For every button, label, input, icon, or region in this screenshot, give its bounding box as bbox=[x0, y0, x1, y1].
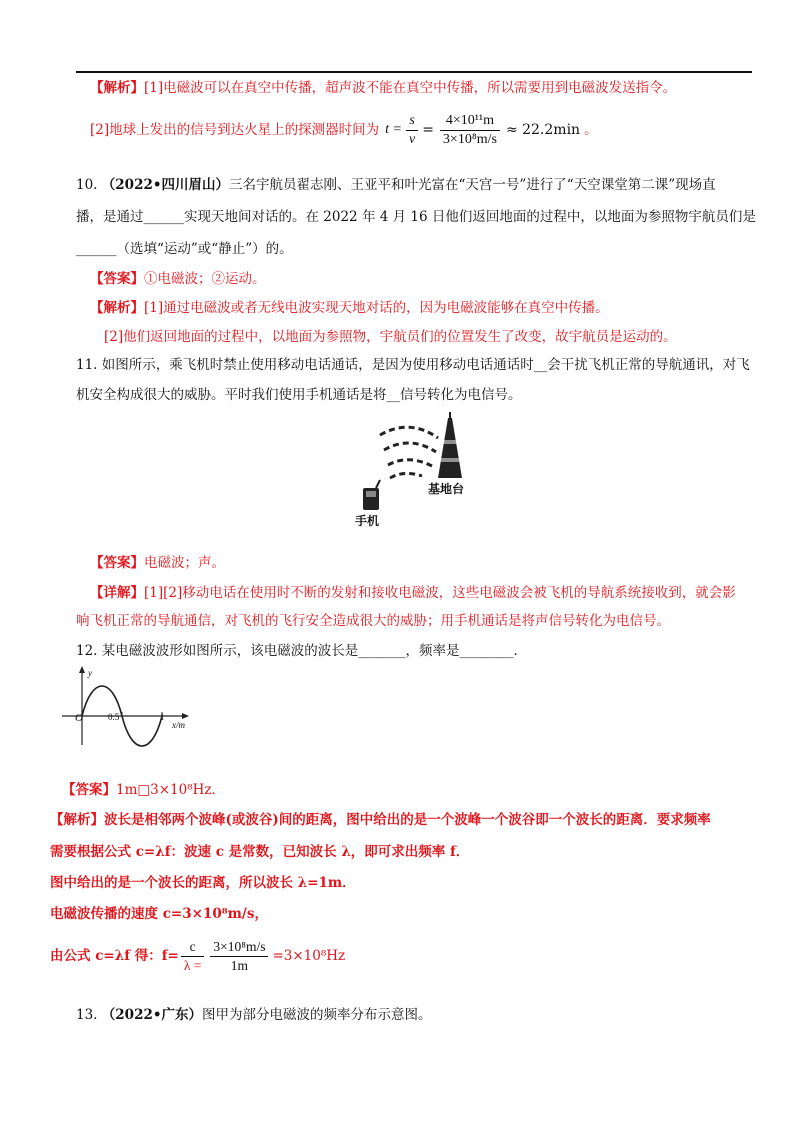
q13-text: 图甲为部分电磁波的频率分布示意图。 bbox=[201, 1007, 432, 1023]
q12-fraction-c-lambda bbox=[181, 938, 205, 975]
formula-s: s bbox=[406, 112, 418, 131]
q9-formula bbox=[385, 112, 580, 149]
q10-number: 10. bbox=[76, 177, 98, 193]
q10-analysis-2: [2]他们返回地面的过程中，以地面为参照物，宇航员们的位置发生了改变，故宇航员是运动的。 bbox=[104, 329, 677, 345]
q10-answer-text: ①电磁波；②运动。 bbox=[144, 271, 266, 287]
q13-source: （2022•广东） bbox=[101, 1007, 202, 1023]
q11-detail-2: 响飞机正常的导航通信，对飞机的飞行安全造成很大的威胁；用手机通话是将声信号转化为电信号。 bbox=[76, 613, 670, 629]
q10-line-3: ______（选填“运动”或“静止”）的。 bbox=[76, 241, 293, 257]
frac-lambda: λ = bbox=[183, 957, 202, 973]
base-station-icon bbox=[438, 412, 462, 478]
axis-label-y: y bbox=[88, 668, 92, 678]
q11-line-1: 11. 如图所示，乘飞机时禁止使用移动电话通话，是因为使用移动电话通话时__会干扰飞机正常的导航通讯，对飞 bbox=[76, 357, 750, 373]
q10-analysis-tag: 【解析】 bbox=[90, 300, 144, 316]
q12-analysis-tag: 【解析】 bbox=[50, 812, 104, 828]
q13-line bbox=[76, 1005, 431, 1025]
signal-waves-icon bbox=[380, 427, 438, 478]
q11-answer-tag: 【答案】 bbox=[90, 555, 144, 571]
q12-analysis-3: 图中给出的是一个波长的距离，所以波长 λ=1m． bbox=[50, 875, 356, 891]
q11-detail-text-1: [1][2]移动电话在使用时不断的发射和接收电磁波，这些电磁波会被飞机的导航系统接收到，就会影 bbox=[144, 585, 736, 601]
formula-eq: = bbox=[422, 122, 434, 138]
q12-analysis-5-prefix: 由公式 c=λf 得：f= bbox=[50, 948, 179, 964]
q12-line-1: 12. 某电磁波波形如图所示，该电磁波的波长是_______，频率是________． bbox=[76, 643, 528, 659]
q9-analysis-text-2: [2]地球上发出的信号到达火星上的探测器时间为 bbox=[90, 122, 380, 138]
q12-analysis-5-result: =3×10⁸Hz bbox=[272, 948, 346, 964]
q12-analysis-1 bbox=[50, 810, 711, 830]
q10-answer bbox=[90, 269, 266, 289]
tick-1: 1 bbox=[160, 712, 165, 722]
formula-denominator: 3×10⁸m/s bbox=[442, 131, 497, 147]
mobile-phone-icon bbox=[363, 480, 380, 510]
frac-wavelength: 1m bbox=[230, 957, 249, 973]
q10-answer-tag: 【答案】 bbox=[90, 271, 144, 287]
q9-analysis-tag: 【解析】 bbox=[90, 80, 144, 96]
q11-detail-1 bbox=[90, 583, 736, 603]
q11-line-2: 机安全构成很大的威胁。平时我们使用手机通话是将__信号转化为电信号。 bbox=[76, 387, 522, 403]
formula-t: t = bbox=[385, 122, 402, 137]
fig-label-base-station: 基地台 bbox=[428, 482, 465, 496]
axis-label-x: x/m bbox=[172, 720, 185, 730]
q11-answer-text: 电磁波；声。 bbox=[144, 555, 225, 571]
frac-speed: 3×10⁸m/s bbox=[210, 938, 268, 957]
q12-fraction-values bbox=[210, 938, 268, 975]
q12-analysis-4: 电磁波传播的速度 c=3×10⁸m/s， bbox=[50, 906, 268, 922]
fig-label-phone: 手机 bbox=[355, 514, 380, 528]
q10-line-2: 播，是通过______实现天地间对话的。在 2022 年 4 月 16 日他们返回地面的过程中，以地面为参照物宇航员们是 bbox=[76, 209, 756, 225]
q11-answer bbox=[90, 553, 225, 573]
formula-numerator: 4×10¹¹m bbox=[440, 112, 500, 131]
q9-period: 。 bbox=[584, 122, 598, 138]
q13-number: 13. bbox=[76, 1007, 98, 1023]
q9-analysis-text-1: [1]电磁波可以在真空中传播，超声波不能在真空中传播，所以需要用到电磁波发送指令。 bbox=[144, 80, 677, 96]
header-rule bbox=[76, 71, 752, 73]
frac-c: c bbox=[181, 938, 205, 957]
formula-result: ≈ 22.2min bbox=[505, 122, 581, 138]
q12-answer-tag: 【答案】 bbox=[62, 782, 116, 798]
q12-wave-figure bbox=[58, 663, 208, 753]
formula-v: v bbox=[408, 131, 416, 147]
q9-analysis-2 bbox=[90, 108, 598, 152]
formula-s-over-v bbox=[406, 112, 418, 149]
q10-analysis-text-1: [1]通过电磁波或者无线电波实现天地对话的，因为电磁波能够在真空中传播。 bbox=[144, 300, 609, 316]
q12-analysis-text-1: 波长是相邻两个波峰(或波谷)间的距离，图中给出的是一个波峰一个波谷即一个波长的距离．要求频率 bbox=[104, 812, 711, 828]
q10-analysis-1 bbox=[90, 298, 609, 318]
q9-analysis-1 bbox=[90, 78, 676, 98]
tick-0-5: 0.5 bbox=[108, 712, 120, 722]
q12-analysis-2: 需要根据公式 c=λf：波速 c 是常数，已知波长 λ，即可求出频率 f． bbox=[50, 844, 470, 860]
q11-detail-tag: 【详解】 bbox=[90, 585, 144, 601]
q10-text-1: 三名宇航员翟志刚、王亚平和叶光富在“天宫一号”进行了“天空课堂第二课”现场直 bbox=[228, 177, 716, 193]
q12-analysis-5 bbox=[50, 936, 345, 976]
q12-answer bbox=[62, 780, 225, 800]
q10-line-1 bbox=[76, 175, 716, 195]
formula-fraction bbox=[440, 112, 500, 149]
q10-source: （2022•四川眉山） bbox=[101, 177, 229, 193]
axis-origin: O bbox=[75, 712, 83, 724]
q12-answer-text: 1m□3×10⁸Hz． bbox=[116, 782, 226, 798]
